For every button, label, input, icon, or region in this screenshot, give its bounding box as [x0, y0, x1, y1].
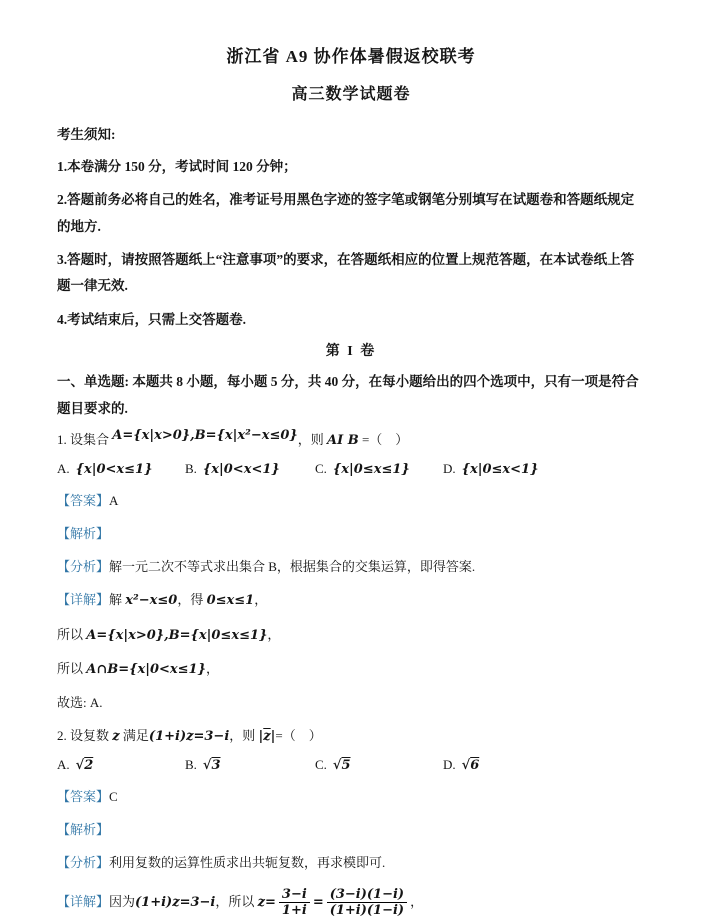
notice-item-2: 2.答题前务必将自己的姓名，准考证号用黑色字迹的签字笔或钢笔分别填写在试题卷和答题纸规定的地方.	[57, 192, 635, 234]
q2-z-equals: z=	[257, 894, 276, 910]
q2-option-d-label: D.	[443, 757, 456, 773]
q1-option-d-value: {x|0≤x<1}	[461, 461, 539, 477]
question-2-stem	[57, 726, 645, 747]
q1-step2-end: ，	[205, 660, 219, 676]
q2-answer-value: C	[109, 789, 118, 805]
q2-option-b-radical-sign: √	[202, 758, 212, 774]
q1-option-d	[443, 461, 645, 477]
sqrt-icon	[76, 758, 94, 773]
q1-answer-line	[57, 491, 645, 511]
q1-xiangjie-formula-2: 0≤x≤1	[206, 593, 255, 609]
q1-xiangjie-end: ，	[254, 592, 268, 608]
page-subtitle: 高三数学试题卷	[291, 86, 411, 103]
q2-option-c-radical-sign: √	[332, 758, 342, 774]
q1-option-a-label: A.	[57, 460, 70, 476]
q1-option-c	[315, 461, 443, 477]
q1-stem-mid: ，则	[297, 431, 328, 447]
q1-jiexi-line	[57, 524, 645, 544]
q1-xiangjie-formula-1: x²−x≤0	[125, 593, 178, 609]
q1-xiangjie-pre: 解	[109, 592, 126, 608]
q1-option-c-label: C.	[315, 460, 327, 476]
q2-stem-mid: 满足	[119, 727, 149, 743]
notice-item-4: 4.考试结束后，只需上交答题卷.	[57, 311, 246, 327]
q1-fenxi-text: 解一元二次不等式求出集合 B，根据集合的交集运算，即得答案.	[109, 559, 476, 575]
q2-fraction-2-numerator: (3−i)(1−i)	[327, 887, 407, 904]
sqrt-icon	[203, 758, 221, 773]
q2-xiangjie-end: ，	[410, 893, 424, 909]
q2-fraction-1	[279, 887, 310, 919]
q2-option-d-radical-sign: √	[461, 758, 471, 774]
q2-xiangjie-equation: (1+i)z=3−i	[135, 894, 216, 910]
q1-stem-end: =（ ）	[358, 431, 409, 447]
q2-fenxi-line	[57, 853, 645, 873]
q1-xiangjie-line	[57, 590, 645, 611]
q2-fenxi-text: 利用复数的运算性质求出共轭复数，再求模即可.	[109, 855, 386, 871]
q1-jiexi-tag: 【解析】	[57, 526, 110, 542]
q2-stem-pre: 2. 设复数	[57, 727, 113, 743]
q2-xiangjie-tag: 【详解】	[57, 893, 110, 909]
q1-option-b	[185, 461, 315, 477]
q2-stem-end: =（ ）	[275, 727, 322, 743]
q2-stem-then: ，则	[229, 727, 259, 743]
q2-option-b-label: B.	[185, 757, 197, 773]
q1-conclusion: 故选: A.	[57, 694, 103, 710]
q2-jiexi-line	[57, 820, 645, 840]
q2-option-c-radicand: 5	[341, 758, 351, 774]
q2-z-conjugate: $\overline{z}$	[263, 728, 271, 744]
sqrt-icon	[462, 758, 480, 773]
q1-option-d-label: D.	[443, 460, 456, 476]
q2-xiangjie-line	[57, 887, 645, 919]
q2-jiexi-tag: 【解析】	[57, 822, 110, 838]
q1-option-a	[57, 461, 185, 477]
q1-step-line-2	[57, 659, 645, 680]
q2-fraction-2-denominator: (1+i)(1−i)	[329, 903, 405, 919]
q2-option-a-radical-sign: √	[75, 758, 85, 774]
q1-option-b-value: {x|0<x<1}	[202, 461, 280, 477]
q2-fraction-1-numerator: 3−i	[279, 887, 310, 904]
q1-answer-tag: 【答案】	[57, 492, 110, 508]
q1-step1-end: ，	[267, 626, 281, 642]
q2-option-d-radicand: 6	[470, 758, 480, 774]
q2-equation: (1+i)z=3−i	[148, 728, 230, 744]
question-1-stem	[57, 427, 645, 451]
q1-step2-formula: A∩B={x|0<x≤1}	[86, 661, 206, 677]
q2-option-c-label: C.	[315, 757, 327, 773]
q2-option-a-label: A.	[57, 757, 70, 773]
q2-option-c	[315, 757, 443, 773]
sqrt-icon	[333, 758, 351, 773]
q1-step-line-1	[57, 625, 645, 646]
part-heading: 第 I 卷	[325, 343, 377, 359]
q2-fraction-1-denominator: 1+i	[281, 903, 307, 919]
q2-equals-sign: =	[312, 894, 324, 910]
q1-step1-formula: A={x|x>0},B={x|0≤x≤1}	[86, 627, 268, 643]
notice-heading: 考生须知:	[57, 127, 116, 142]
q2-xiangjie-mid: ，所以	[215, 893, 258, 909]
q2-option-d	[443, 757, 645, 773]
q2-abs-close: |	[270, 728, 276, 744]
q1-stem-pre: 1. 设集合	[57, 431, 113, 447]
q1-set-formula: A={x|x>0},B={x|x²−x≤0}	[112, 427, 298, 443]
q2-xiangjie-pre: 因为	[109, 893, 136, 909]
notice-item-1: 1.本卷满分 150 分，考试时间 120 分钟；	[57, 158, 297, 174]
q1-options-row	[57, 461, 645, 477]
q2-option-a-radicand: 2	[84, 758, 94, 774]
q1-xiangjie-mid: ，得	[177, 592, 207, 608]
q2-var-z: z	[112, 728, 120, 744]
q1-option-c-value: {x|0≤x≤1}	[332, 461, 410, 477]
q1-fenxi-line	[57, 557, 645, 577]
notice-item-3: 3.答题时，请按照答题纸上“注意事项”的要求，在答题纸相应的位置上规范答题，在本试卷纸上答题一律无效.	[57, 251, 635, 294]
q1-fenxi-tag: 【分析】	[57, 559, 110, 575]
section-instruction: 一、单选题: 本题共 8 小题，每小题 5 分，共 40 分，在每小题给出的四个选项中，只有一项是符合题目要求的.	[57, 373, 639, 416]
q2-answer-tag: 【答案】	[57, 789, 110, 805]
q1-option-b-label: B.	[185, 460, 197, 476]
q2-option-b-radicand: 3	[211, 758, 221, 774]
q2-abs-open: |	[258, 728, 264, 744]
q1-answer-value: A	[109, 492, 119, 508]
q2-option-a	[57, 757, 185, 773]
q2-answer-line	[57, 787, 645, 807]
q1-intersection-expr: AI B	[327, 432, 359, 448]
q2-fenxi-tag: 【分析】	[57, 855, 110, 871]
q1-xiangjie-tag: 【详解】	[57, 592, 110, 608]
q2-fraction-2	[327, 887, 407, 919]
q2-options-row	[57, 757, 645, 773]
q1-step1-pre: 所以	[57, 626, 87, 642]
q2-option-b	[185, 757, 315, 773]
q1-option-a-value: {x|0<x≤1}	[75, 461, 153, 477]
q1-step2-pre: 所以	[57, 660, 87, 676]
page-title: 浙江省 A9 协作体暑假返校联考	[226, 47, 476, 66]
